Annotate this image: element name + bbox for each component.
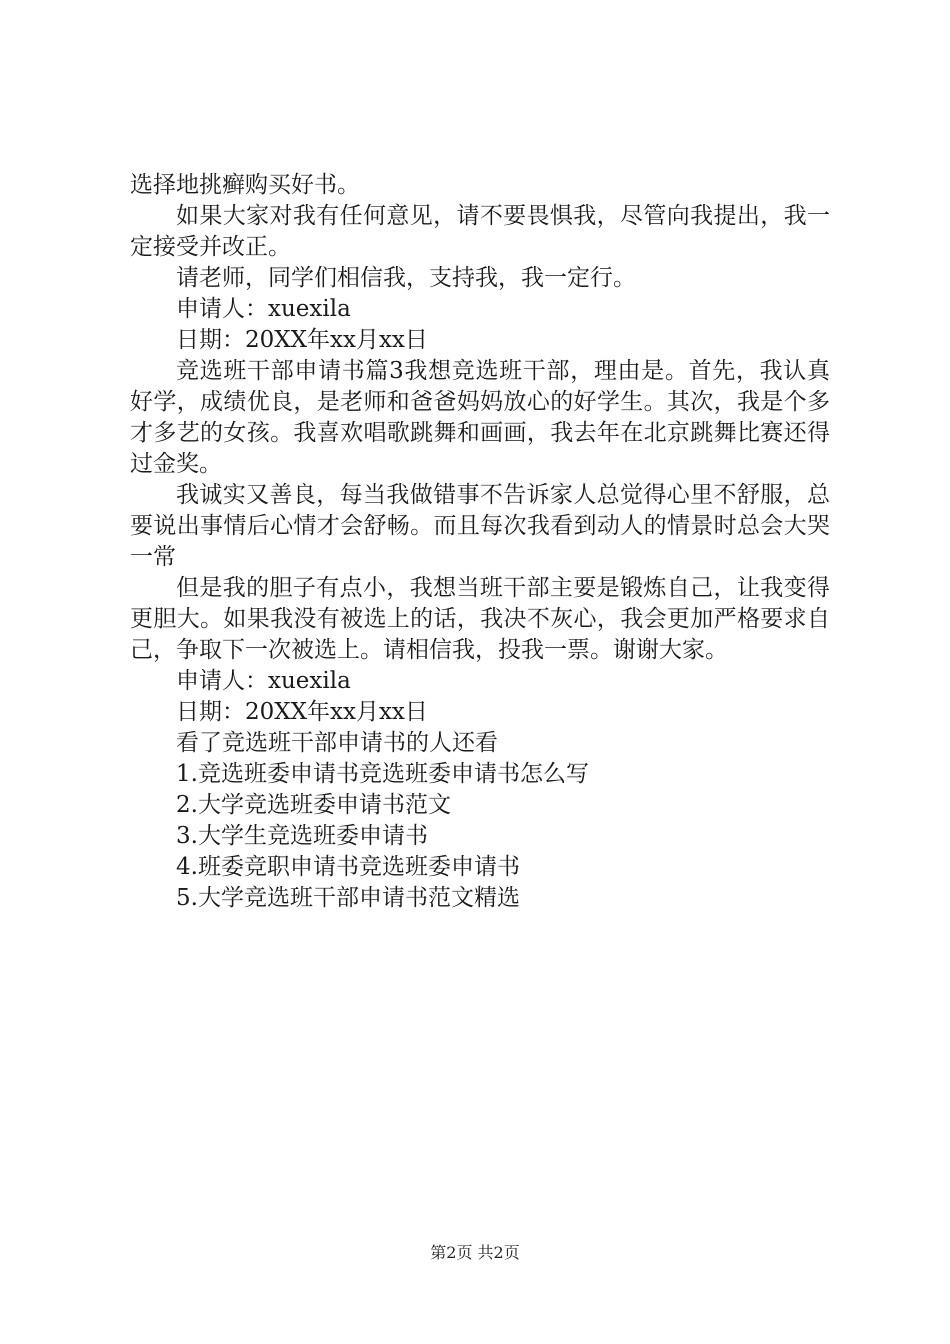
paragraph-appeal: 请老师，同学们相信我，支持我，我一定行。 bbox=[176, 265, 636, 291]
related-link-4[interactable]: 4.班委竞职申请书竞选班委申请书 bbox=[176, 854, 520, 880]
applicant-line: 申请人：xuexila bbox=[176, 296, 351, 322]
paragraph-honesty: 我诚实又善良，每当我做错事不告诉家人总觉得心里不舒服，总要说出事情后心情才会舒畅。而且每次我看到动人的情景时总会大哭一常 bbox=[130, 482, 830, 570]
paragraph-continuation: 选择地挑癣购买好书。 bbox=[130, 172, 360, 198]
date-line: 日期：20XX年xx月xx日 bbox=[176, 699, 428, 725]
date-line: 日期：20XX年xx月xx日 bbox=[176, 327, 428, 353]
related-heading: 看了竞选班干部申请书的人还看 bbox=[176, 730, 498, 756]
paragraph-essay-3-intro: 竞选班干部申请书篇3我想竞选班干部，理由是。首先，我认真好学，成绩优良，是老师和爸爸妈妈放心的好学生。其次，我是个多才多艺的女孩。我喜欢唱歌跳舞和画画，我去年在北京跳舞比赛还得过金奖。 bbox=[130, 358, 830, 477]
related-link-2[interactable]: 2.大学竞选班委申请书范文 bbox=[176, 792, 451, 818]
paragraph-courage: 但是我的胆子有点小，我想当班干部主要是锻炼自己，让我变得更胆大。如果我没有被选上的话，我决不灰心，我会更加严格要求自己，争取下一次被选上。请相信我，投我一票。谢谢大家。 bbox=[130, 575, 830, 663]
paragraph-feedback: 如果大家对我有任何意见，请不要畏惧我，尽管向我提出，我一定接受并改正。 bbox=[130, 203, 830, 260]
related-link-3[interactable]: 3.大学生竞选班委申请书 bbox=[176, 823, 428, 849]
related-link-5[interactable]: 5.大学竞选班干部申请书范文精选 bbox=[176, 885, 520, 911]
applicant-line: 申请人：xuexila bbox=[176, 668, 351, 694]
page-footer: 第2页 共2页 bbox=[430, 1243, 520, 1262]
document-body bbox=[130, 170, 830, 914]
related-link-1[interactable]: 1.竞选班委申请书竞选班委申请书怎么写 bbox=[176, 761, 589, 787]
